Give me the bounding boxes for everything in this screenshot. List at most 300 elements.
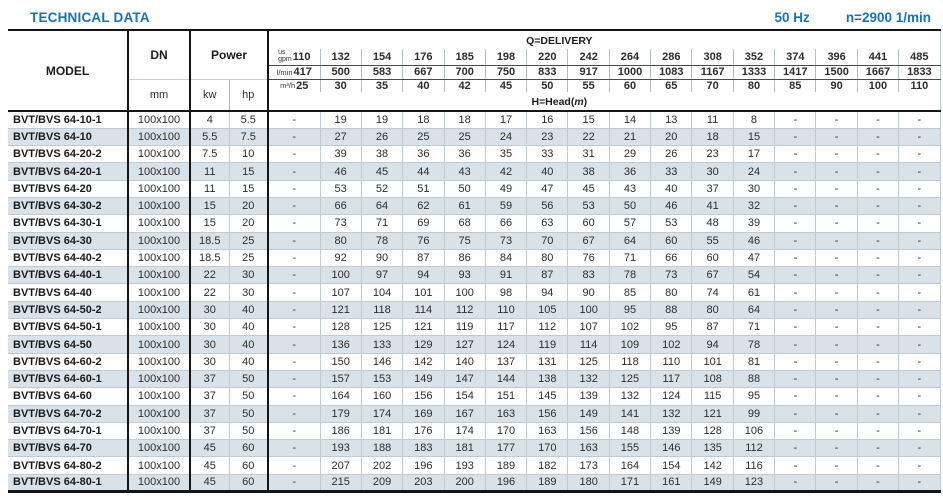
head-cell: 40 xyxy=(651,180,692,197)
head-cell: 169 xyxy=(403,405,444,422)
kw-cell: 45 xyxy=(190,457,229,474)
hp-cell: 10 xyxy=(229,146,268,163)
kw-cell: 37 xyxy=(190,405,229,422)
delivery-lmin-value: 1500 xyxy=(816,65,857,79)
head-cell: 71 xyxy=(361,215,402,232)
head-cell: 51 xyxy=(403,180,444,197)
head-cell: 149 xyxy=(403,370,444,387)
head-cell: 101 xyxy=(403,284,444,301)
head-cell: 163 xyxy=(568,440,609,457)
table-row xyxy=(8,197,940,214)
dn-cell: 100x100 xyxy=(128,146,190,163)
head-cell: 207 xyxy=(320,457,361,474)
delivery-gpm-value: 220 xyxy=(527,49,568,65)
model-cell: BVT/BVS 64-20-1 xyxy=(8,163,128,180)
head-cell: 23 xyxy=(527,128,568,145)
head-cell: 92 xyxy=(320,249,361,266)
head-cell: - xyxy=(899,336,941,353)
head-cell: - xyxy=(268,215,320,232)
head-cell: 177 xyxy=(485,440,526,457)
model-cell: BVT/BVS 64-20 xyxy=(8,180,128,197)
head-cell: 125 xyxy=(568,353,609,370)
head-cell: - xyxy=(268,353,320,370)
hp-cell: 60 xyxy=(229,457,268,474)
head-cell: 189 xyxy=(527,474,568,491)
dn-cell: 100x100 xyxy=(128,284,190,301)
head-cell: 14 xyxy=(609,111,650,128)
head-cell: 129 xyxy=(403,336,444,353)
head-cell: 124 xyxy=(651,388,692,405)
delivery-gpm-value: 485 xyxy=(899,49,941,65)
delivery-gpm-value: 352 xyxy=(733,49,774,65)
dn-cell: 100x100 xyxy=(128,474,190,491)
head-cell: - xyxy=(857,232,898,249)
head-cell: - xyxy=(775,457,816,474)
head-cell: 188 xyxy=(361,440,402,457)
m3h-first-value: 25 xyxy=(296,79,309,92)
head-cell: 117 xyxy=(485,319,526,336)
dn-cell: 100x100 xyxy=(128,180,190,197)
head-cell: 132 xyxy=(568,370,609,387)
kw-cell: 30 xyxy=(190,301,229,318)
head-cell: 64 xyxy=(733,301,774,318)
model-column-header: MODEL xyxy=(8,30,128,111)
head-cell: - xyxy=(775,128,816,145)
head-cell: 47 xyxy=(733,249,774,266)
head-cell: - xyxy=(268,146,320,163)
table-row xyxy=(8,249,940,266)
head-cell: - xyxy=(816,370,857,387)
head-cell: 117 xyxy=(651,370,692,387)
model-cell: BVT/BVS 64-30-1 xyxy=(8,215,128,232)
head-cell: 102 xyxy=(651,336,692,353)
head-cell: - xyxy=(268,284,320,301)
model-cell: BVT/BVS 64-70-2 xyxy=(8,405,128,422)
head-cell: 95 xyxy=(609,301,650,318)
kw-cell: 37 xyxy=(190,422,229,439)
head-cell: 200 xyxy=(444,474,485,491)
head-cell: 95 xyxy=(651,319,692,336)
dn-cell: 100x100 xyxy=(128,163,190,180)
head-cell: 71 xyxy=(609,249,650,266)
head-cell: 142 xyxy=(692,457,733,474)
head-cell: 42 xyxy=(485,163,526,180)
head-cell: 70 xyxy=(527,232,568,249)
head-cell: - xyxy=(775,301,816,318)
head-cell: 114 xyxy=(403,301,444,318)
head-cell: - xyxy=(899,128,941,145)
delivery-lmin-value: 500 xyxy=(320,65,361,79)
delivery-m3h-value: 30 xyxy=(320,79,361,92)
delivery-m3h-value: 40 xyxy=(403,79,444,92)
delivery-gpm-value: 308 xyxy=(692,49,733,65)
hp-cell: 50 xyxy=(229,422,268,439)
dn-cell: 100x100 xyxy=(128,388,190,405)
head-cell: 150 xyxy=(320,353,361,370)
delivery-lmin-value: 700 xyxy=(444,65,485,79)
table-row xyxy=(8,215,940,232)
head-cell: 47 xyxy=(527,180,568,197)
head-cell: 100 xyxy=(444,284,485,301)
head-cell: 66 xyxy=(320,197,361,214)
hp-cell: 20 xyxy=(229,197,268,214)
delivery-m3h-value: 45 xyxy=(485,79,526,92)
head-cell: - xyxy=(857,301,898,318)
head-cell: 94 xyxy=(527,284,568,301)
model-cell: BVT/BVS 64-80-2 xyxy=(8,457,128,474)
head-cell: - xyxy=(775,284,816,301)
head-cell: 21 xyxy=(609,128,650,145)
delivery-lmin-value: 583 xyxy=(361,65,402,79)
gpm-first-value: 110 xyxy=(292,50,311,63)
head-cell: 39 xyxy=(320,146,361,163)
head-cell: 148 xyxy=(609,422,650,439)
head-cell: 44 xyxy=(403,163,444,180)
head-cell: - xyxy=(816,422,857,439)
hp-cell: 7.5 xyxy=(229,128,268,145)
head-cell: - xyxy=(268,457,320,474)
head-cell: - xyxy=(899,457,941,474)
head-cell: 90 xyxy=(568,284,609,301)
head-cell: - xyxy=(857,353,898,370)
head-cell: 109 xyxy=(609,336,650,353)
delivery-lmin-value: 1083 xyxy=(651,65,692,79)
head-cell: 17 xyxy=(485,111,526,128)
head-cell: 110 xyxy=(485,301,526,318)
table-row xyxy=(8,440,940,457)
head-cell: 164 xyxy=(609,457,650,474)
head-cell: 50 xyxy=(609,197,650,214)
kw-header: kw xyxy=(190,79,229,111)
head-cell: - xyxy=(268,388,320,405)
head-cell: 75 xyxy=(444,232,485,249)
head-cell: 154 xyxy=(651,457,692,474)
head-cell: 36 xyxy=(403,146,444,163)
head-cell: - xyxy=(857,474,898,491)
head-cell: 30 xyxy=(692,163,733,180)
head-cell: 144 xyxy=(485,370,526,387)
head-cell: 38 xyxy=(361,146,402,163)
head-cell: 160 xyxy=(361,388,402,405)
head-cell: - xyxy=(857,249,898,266)
table-row xyxy=(8,457,940,474)
head-cell: - xyxy=(775,111,816,128)
dn-column-header: DN xyxy=(128,30,190,79)
head-cell: - xyxy=(268,319,320,336)
dn-unit-header: mm xyxy=(128,79,190,111)
titlebar xyxy=(0,0,943,29)
head-cell: - xyxy=(816,267,857,284)
delivery-gpm-value: 264 xyxy=(609,49,650,65)
head-cell: 157 xyxy=(320,370,361,387)
table-row xyxy=(8,388,940,405)
head-cell: 193 xyxy=(320,440,361,457)
head-cell: 174 xyxy=(444,422,485,439)
head-cell: 182 xyxy=(527,457,568,474)
table-row xyxy=(8,353,940,370)
hp-header: hp xyxy=(229,79,268,111)
head-cell: 146 xyxy=(651,440,692,457)
head-cell: - xyxy=(816,111,857,128)
head-cell: 132 xyxy=(609,388,650,405)
head-cell: 67 xyxy=(692,267,733,284)
head-cell: - xyxy=(775,215,816,232)
head-cell: 186 xyxy=(320,422,361,439)
dn-cell: 100x100 xyxy=(128,197,190,214)
head-cell: 139 xyxy=(651,422,692,439)
head-cell: - xyxy=(268,370,320,387)
speed-label: n=2900 1/min xyxy=(845,10,931,25)
head-cell: - xyxy=(775,422,816,439)
model-cell: BVT/BVS 64-50-1 xyxy=(8,319,128,336)
head-cell: 71 xyxy=(733,319,774,336)
hp-cell: 40 xyxy=(229,301,268,318)
head-cell: 119 xyxy=(527,336,568,353)
head-cell: - xyxy=(268,197,320,214)
head-cell: 196 xyxy=(403,457,444,474)
head-cell: 53 xyxy=(568,197,609,214)
delivery-lmin-value: 917 xyxy=(568,65,609,79)
head-cell: 8 xyxy=(733,111,774,128)
head-cell: 94 xyxy=(692,336,733,353)
head-cell: 33 xyxy=(651,163,692,180)
head-cell: - xyxy=(899,197,941,214)
delivery-lmin-value: 1417 xyxy=(775,65,816,79)
head-cell: - xyxy=(857,146,898,163)
head-cell: 202 xyxy=(361,457,402,474)
delivery-gpm-value: 198 xyxy=(485,49,526,65)
head-cell: 107 xyxy=(320,284,361,301)
head-cell: - xyxy=(268,111,320,128)
kw-cell: 22 xyxy=(190,267,229,284)
head-cell: - xyxy=(857,267,898,284)
head-cell: - xyxy=(816,146,857,163)
head-cell: 125 xyxy=(361,319,402,336)
kw-cell: 37 xyxy=(190,370,229,387)
head-cell: - xyxy=(775,249,816,266)
delivery-gpm-value: 132 xyxy=(320,49,361,65)
model-cell: BVT/BVS 64-50 xyxy=(8,336,128,353)
head-cell: 90 xyxy=(361,249,402,266)
head-section-header xyxy=(268,92,940,111)
head-cell: - xyxy=(857,319,898,336)
head-cell: 135 xyxy=(692,440,733,457)
head-cell: 80 xyxy=(651,284,692,301)
head-cell: 108 xyxy=(692,370,733,387)
head-cell: 48 xyxy=(692,215,733,232)
head-cell: 60 xyxy=(651,232,692,249)
head-cell: - xyxy=(268,232,320,249)
head-cell: 19 xyxy=(361,111,402,128)
head-cell: - xyxy=(816,457,857,474)
head-cell: - xyxy=(268,422,320,439)
head-cell: 87 xyxy=(692,319,733,336)
head-cell: - xyxy=(775,405,816,422)
m3h-unit-label: m³/h xyxy=(280,81,296,91)
head-cell: 88 xyxy=(733,370,774,387)
head-cell: 16 xyxy=(527,111,568,128)
delivery-lmin-value: 833 xyxy=(527,65,568,79)
head-cell: 128 xyxy=(320,319,361,336)
kw-cell: 45 xyxy=(190,440,229,457)
model-cell: BVT/BVS 64-60 xyxy=(8,388,128,405)
delivery-m3h-value: 110 xyxy=(899,79,941,92)
head-cell: 45 xyxy=(361,163,402,180)
head-cell: 116 xyxy=(733,457,774,474)
head-cell: 50 xyxy=(444,180,485,197)
head-cell: 180 xyxy=(568,474,609,491)
head-cell: 112 xyxy=(733,440,774,457)
head-cell: 22 xyxy=(568,128,609,145)
head-cell: 102 xyxy=(609,319,650,336)
head-cell: 73 xyxy=(485,232,526,249)
delivery-m3h-value: 42 xyxy=(444,79,485,92)
delivery-lmin-value: 1667 xyxy=(857,65,898,79)
head-cell: - xyxy=(899,146,941,163)
head-cell: - xyxy=(268,249,320,266)
head-cell: - xyxy=(816,319,857,336)
delivery-gpm-value: 176 xyxy=(403,49,444,65)
head-cell: 189 xyxy=(485,457,526,474)
head-cell: 36 xyxy=(444,146,485,163)
head-cell: 25 xyxy=(403,128,444,145)
head-cell: 167 xyxy=(444,405,485,422)
kw-cell: 30 xyxy=(190,319,229,336)
head-cell: - xyxy=(268,474,320,491)
hp-cell: 50 xyxy=(229,405,268,422)
head-cell: 23 xyxy=(692,146,733,163)
model-cell: BVT/BVS 64-30-2 xyxy=(8,197,128,214)
head-cell: 139 xyxy=(568,388,609,405)
head-cell: 149 xyxy=(692,474,733,491)
head-cell: 45 xyxy=(568,180,609,197)
table-row xyxy=(8,180,940,197)
head-cell: - xyxy=(268,267,320,284)
head-cell: 196 xyxy=(485,474,526,491)
head-cell: 149 xyxy=(568,405,609,422)
head-cell: 33 xyxy=(527,146,568,163)
kw-cell: 30 xyxy=(190,336,229,353)
head-cell: 32 xyxy=(733,197,774,214)
page-title: TECHNICAL DATA xyxy=(30,10,150,25)
m3h-header-row xyxy=(8,79,940,92)
head-cell: 112 xyxy=(444,301,485,318)
head-cell: 99 xyxy=(733,405,774,422)
head-cell: - xyxy=(857,457,898,474)
head-cell: 104 xyxy=(361,284,402,301)
delivery-m3h-value: 80 xyxy=(733,79,774,92)
head-cell: 30 xyxy=(733,180,774,197)
head-cell: 87 xyxy=(403,249,444,266)
head-cell: 146 xyxy=(361,353,402,370)
head-cell: 131 xyxy=(527,353,568,370)
head-cell: - xyxy=(816,163,857,180)
dn-cell: 100x100 xyxy=(128,215,190,232)
head-cell: - xyxy=(268,440,320,457)
head-cell: 154 xyxy=(444,388,485,405)
head-cell: 133 xyxy=(361,336,402,353)
head-cell: - xyxy=(816,197,857,214)
head-cell: 124 xyxy=(485,336,526,353)
kw-cell: 30 xyxy=(190,353,229,370)
hp-cell: 40 xyxy=(229,319,268,336)
hp-cell: 25 xyxy=(229,249,268,266)
head-label: H=Head(m) xyxy=(531,96,588,108)
head-cell: 94 xyxy=(403,267,444,284)
head-cell: 11 xyxy=(692,111,733,128)
head-cell: - xyxy=(899,163,941,180)
head-cell: - xyxy=(899,215,941,232)
head-cell: 74 xyxy=(692,284,733,301)
hp-cell: 40 xyxy=(229,353,268,370)
head-cell: - xyxy=(816,128,857,145)
head-cell: 115 xyxy=(692,388,733,405)
head-cell: - xyxy=(775,232,816,249)
head-cell: 112 xyxy=(527,319,568,336)
head-cell: 145 xyxy=(527,388,568,405)
head-cell: 87 xyxy=(527,267,568,284)
kw-cell: 18.5 xyxy=(190,232,229,249)
head-cell: 173 xyxy=(568,457,609,474)
head-cell: - xyxy=(857,284,898,301)
head-cell: - xyxy=(268,180,320,197)
m3h-unit-cell xyxy=(268,79,320,92)
head-cell: 86 xyxy=(444,249,485,266)
head-cell: 46 xyxy=(320,163,361,180)
head-cell: 203 xyxy=(403,474,444,491)
head-cell: 171 xyxy=(609,474,650,491)
head-cell: 26 xyxy=(651,146,692,163)
head-cell: - xyxy=(899,353,941,370)
table-row xyxy=(8,319,940,336)
head-cell: 118 xyxy=(361,301,402,318)
head-cell: 76 xyxy=(403,232,444,249)
delivery-lmin-value: 667 xyxy=(403,65,444,79)
head-cell: - xyxy=(816,405,857,422)
delivery-lmin-value: 1000 xyxy=(609,65,650,79)
head-cell: 127 xyxy=(444,336,485,353)
head-cell: - xyxy=(775,440,816,457)
head-cell: 35 xyxy=(485,146,526,163)
head-cell: - xyxy=(857,370,898,387)
head-cell: - xyxy=(816,301,857,318)
head-cell: 26 xyxy=(361,128,402,145)
delivery-label: Q=DELIVERY xyxy=(526,35,593,47)
dn-cell: 100x100 xyxy=(128,267,190,284)
model-cell: BVT/BVS 64-80-1 xyxy=(8,474,128,491)
head-cell: - xyxy=(816,336,857,353)
dn-cell: 100x100 xyxy=(128,405,190,422)
head-cell: 209 xyxy=(361,474,402,491)
table-body xyxy=(8,111,940,492)
head-cell: 137 xyxy=(485,353,526,370)
delivery-m3h-value: 90 xyxy=(816,79,857,92)
delivery-m3h-value: 50 xyxy=(527,79,568,92)
head-cell: 62 xyxy=(403,197,444,214)
delivery-gpm-value: 242 xyxy=(568,49,609,65)
head-cell: - xyxy=(775,163,816,180)
head-cell: 85 xyxy=(609,284,650,301)
head-cell: 18 xyxy=(692,128,733,145)
head-cell: 88 xyxy=(651,301,692,318)
hp-cell: 60 xyxy=(229,474,268,491)
head-cell: - xyxy=(899,267,941,284)
model-cell: BVT/BVS 64-10 xyxy=(8,128,128,145)
head-cell: 57 xyxy=(609,215,650,232)
head-cell: 156 xyxy=(403,388,444,405)
head-cell: 40 xyxy=(527,163,568,180)
delivery-m3h-value: 100 xyxy=(857,79,898,92)
